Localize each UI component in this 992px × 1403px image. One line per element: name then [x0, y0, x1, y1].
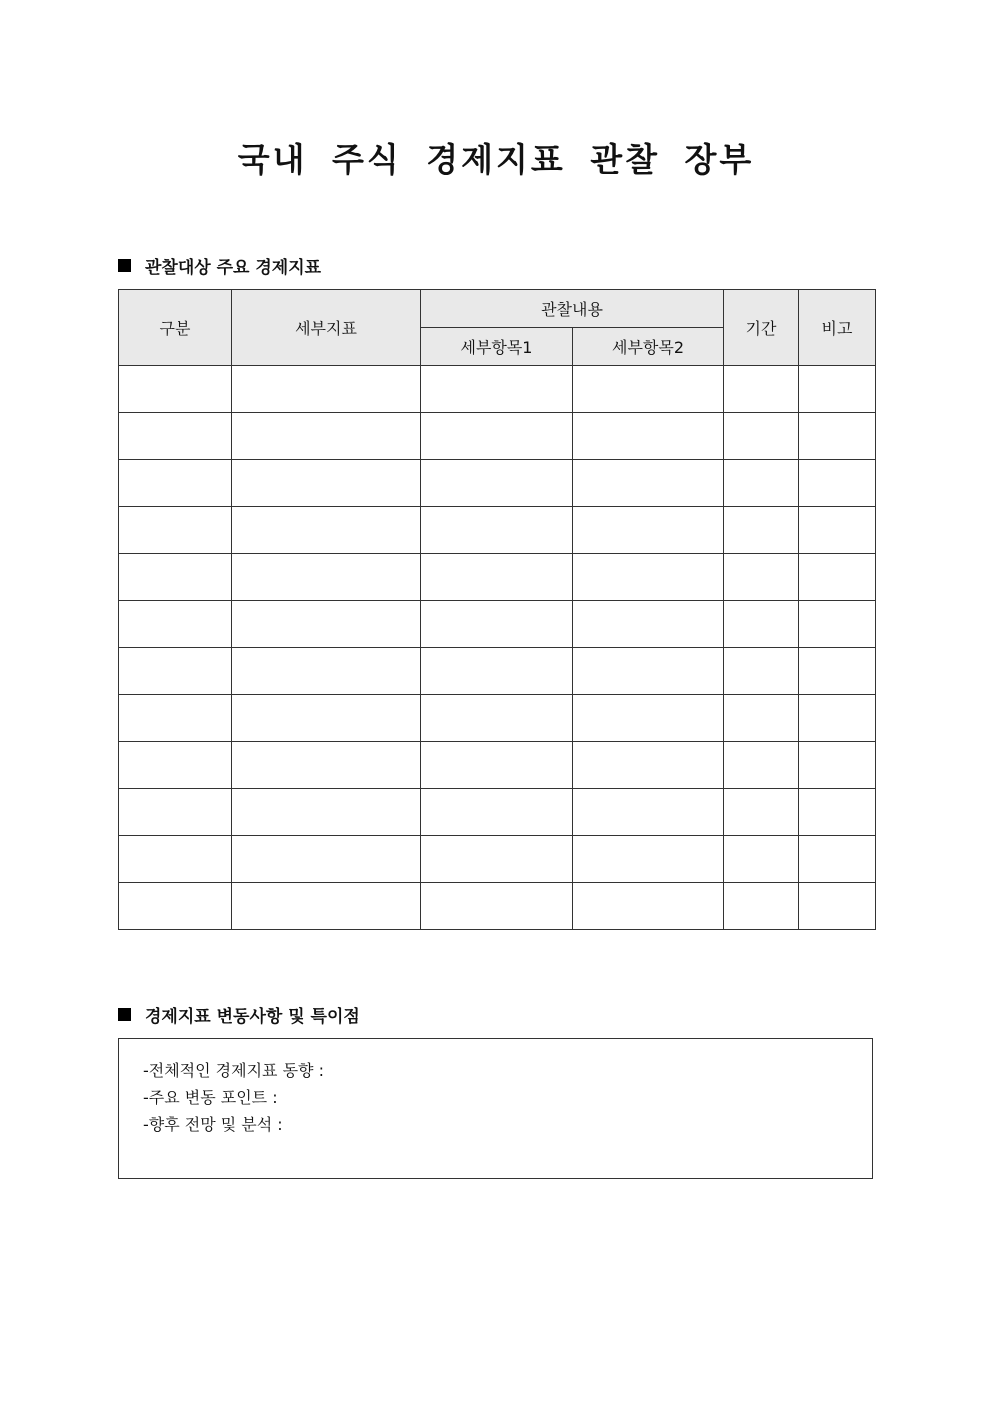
- table-row: [119, 695, 876, 742]
- table-cell[interactable]: [119, 554, 232, 601]
- table-cell[interactable]: [799, 507, 876, 554]
- table-cell[interactable]: [421, 366, 573, 413]
- table-cell[interactable]: [799, 836, 876, 883]
- square-bullet-icon: [118, 1008, 131, 1021]
- table-cell[interactable]: [421, 789, 573, 836]
- table-row: [119, 836, 876, 883]
- table-cell[interactable]: [232, 601, 421, 648]
- table-row: [119, 413, 876, 460]
- table-cell[interactable]: [799, 554, 876, 601]
- table-cell[interactable]: [799, 789, 876, 836]
- header-category: 구분: [119, 290, 232, 366]
- indicator-table: [118, 289, 876, 930]
- table-cell[interactable]: [421, 507, 573, 554]
- table-cell[interactable]: [232, 460, 421, 507]
- table-cell[interactable]: [119, 883, 232, 930]
- table-row: [119, 507, 876, 554]
- notes-box[interactable]: [118, 1038, 873, 1179]
- table-cell[interactable]: [119, 789, 232, 836]
- table-cell[interactable]: [421, 648, 573, 695]
- table-cell[interactable]: [232, 413, 421, 460]
- table-cell[interactable]: [573, 742, 724, 789]
- table-cell[interactable]: [724, 695, 799, 742]
- table-cell[interactable]: [573, 883, 724, 930]
- header-note: 비고: [799, 290, 876, 366]
- square-bullet-icon: [118, 259, 131, 272]
- table-cell[interactable]: [232, 789, 421, 836]
- table-cell[interactable]: [724, 366, 799, 413]
- table-cell[interactable]: [119, 648, 232, 695]
- note-line-key-changes: -주요 변동 포인트 :: [143, 1088, 278, 1107]
- note-line-outlook: -향후 전망 및 분석 :: [143, 1115, 283, 1134]
- section-heading-text: 경제지표 변동사항 및 특이점: [145, 1007, 360, 1027]
- table-row: [119, 789, 876, 836]
- table-cell[interactable]: [724, 883, 799, 930]
- table-cell[interactable]: [724, 648, 799, 695]
- table-cell[interactable]: [421, 460, 573, 507]
- table-row: [119, 742, 876, 789]
- table-row: [119, 366, 876, 413]
- table-cell[interactable]: [119, 836, 232, 883]
- table-cell[interactable]: [119, 695, 232, 742]
- table-cell[interactable]: [421, 413, 573, 460]
- table-cell[interactable]: [421, 883, 573, 930]
- section-heading-changes: [118, 1002, 360, 1027]
- table-body: [119, 366, 876, 930]
- table-row: [119, 460, 876, 507]
- table-cell[interactable]: [724, 413, 799, 460]
- table-cell[interactable]: [573, 554, 724, 601]
- table-cell[interactable]: [232, 554, 421, 601]
- table-cell[interactable]: [573, 507, 724, 554]
- table-cell[interactable]: [421, 742, 573, 789]
- table-cell[interactable]: [799, 366, 876, 413]
- header-sub-item-1: 세부항목1: [421, 328, 573, 366]
- table-cell[interactable]: [421, 836, 573, 883]
- table-cell[interactable]: [573, 695, 724, 742]
- header-period: 기간: [724, 290, 799, 366]
- table-cell[interactable]: [573, 648, 724, 695]
- table-cell[interactable]: [799, 413, 876, 460]
- table-cell[interactable]: [573, 601, 724, 648]
- table-cell[interactable]: [232, 836, 421, 883]
- table-cell[interactable]: [724, 601, 799, 648]
- table-cell[interactable]: [573, 366, 724, 413]
- table-cell[interactable]: [232, 366, 421, 413]
- page-title: 국내 주식 경제지표 관찰 장부: [237, 140, 755, 179]
- section-heading-indicators: [118, 253, 321, 278]
- table-cell[interactable]: [573, 413, 724, 460]
- table-cell[interactable]: [799, 460, 876, 507]
- header-sub-item-2: 세부항목2: [573, 328, 724, 366]
- header-observation: 관찰내용: [421, 290, 724, 328]
- table-row: [119, 648, 876, 695]
- table-cell[interactable]: [232, 883, 421, 930]
- table-cell[interactable]: [724, 507, 799, 554]
- table-cell[interactable]: [119, 742, 232, 789]
- table-cell[interactable]: [799, 742, 876, 789]
- table-cell[interactable]: [119, 507, 232, 554]
- table-cell[interactable]: [724, 460, 799, 507]
- table-cell[interactable]: [119, 366, 232, 413]
- table-cell[interactable]: [799, 601, 876, 648]
- table-cell[interactable]: [799, 648, 876, 695]
- table-row: [119, 601, 876, 648]
- table-cell[interactable]: [573, 789, 724, 836]
- table-cell[interactable]: [421, 695, 573, 742]
- header-indicator: 세부지표: [232, 290, 421, 366]
- table-cell[interactable]: [799, 695, 876, 742]
- table-cell[interactable]: [421, 554, 573, 601]
- table-cell[interactable]: [573, 460, 724, 507]
- table-cell[interactable]: [232, 507, 421, 554]
- table-cell[interactable]: [724, 554, 799, 601]
- note-line-overall-trend: -전체적인 경제지표 동향 :: [143, 1061, 324, 1080]
- table-cell[interactable]: [799, 883, 876, 930]
- section-heading-text: 관찰대상 주요 경제지표: [145, 258, 322, 278]
- table-cell[interactable]: [232, 695, 421, 742]
- table-cell[interactable]: [232, 742, 421, 789]
- table-cell[interactable]: [573, 836, 724, 883]
- table-cell[interactable]: [724, 836, 799, 883]
- table-cell[interactable]: [119, 601, 232, 648]
- table-cell[interactable]: [421, 601, 573, 648]
- table-cell[interactable]: [724, 742, 799, 789]
- table-cell[interactable]: [232, 648, 421, 695]
- table-row: [119, 554, 876, 601]
- table-cell[interactable]: [119, 413, 232, 460]
- table-cell[interactable]: [119, 460, 232, 507]
- table-row: [119, 883, 876, 930]
- table-cell[interactable]: [724, 789, 799, 836]
